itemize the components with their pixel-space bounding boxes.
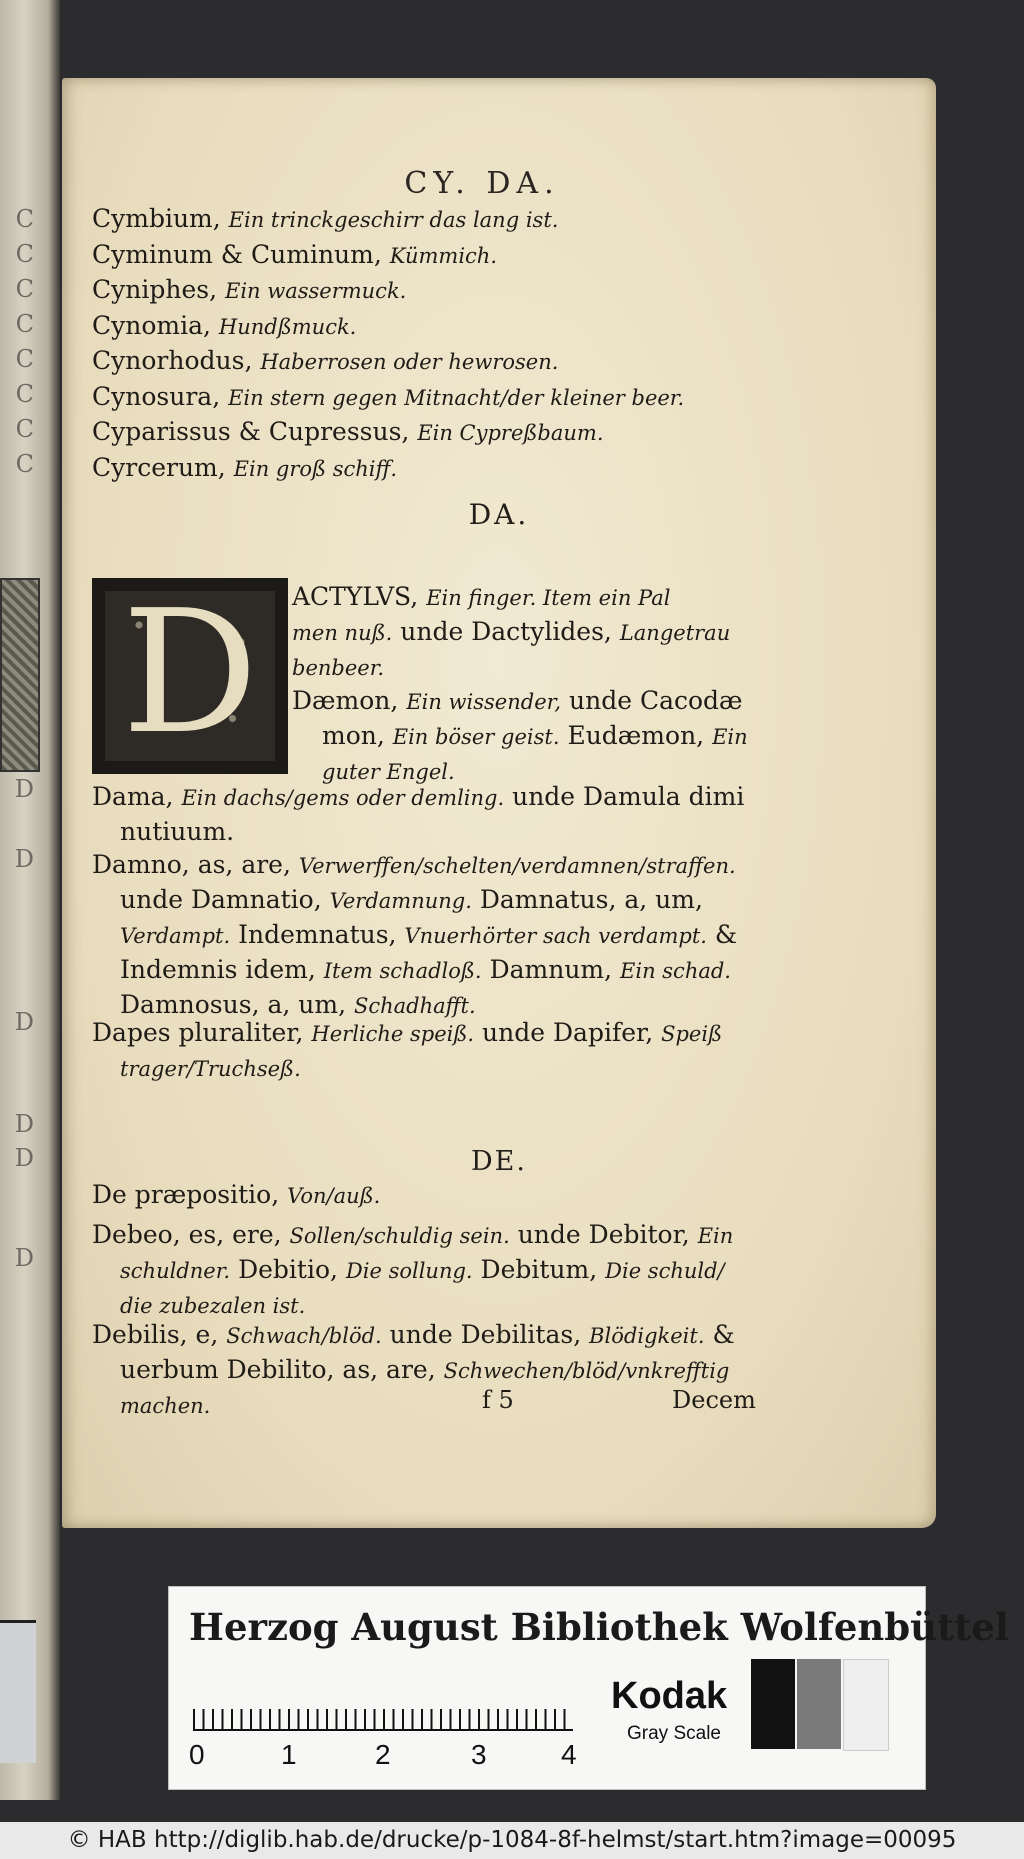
ruler-number: 2 [375,1739,391,1770]
entry-de-praepositio: De præpositio, Von/auß. [92,1180,381,1209]
left-label-fragment [0,1620,36,1763]
left-page-letter: C [15,380,34,408]
left-page-letter: D [14,1110,34,1138]
signature-mark: f 5 [482,1386,514,1414]
list-item: Cyrcerum, Ein groß schiff. [92,452,398,482]
running-title: CY. DA. [404,166,560,201]
left-page-letter: C [15,240,34,268]
left-page-letter: C [15,275,34,303]
entry-dactylus: ACTYLVS, Ein finger. Item ein Pal men nuß. unde Dactylides, Langetrau benbeer. [292,582,731,680]
left-page-letter: D [14,1244,34,1272]
entry-debilis: Debilis, e, Schwach/blöd. unde Debilitas, Blödigkeit. & uerbum Debilito, as, are, Schwechen/blöd/vnkrefftig machen. [92,1320,735,1418]
initial-letter: D [121,574,259,772]
entry-damno: Damno, as, are, Verwerffen/schelten/verdamnen/straffen. unde Damnatio, Verdamnung. Damnatus, a, um, Verdampt. Indemnatus, Vnuerhörter sach verdampt. & Indemnis idem, Item schadloß. Damnum, Ein schad. Damnosus, a, um, Schadhafft. [92,850,738,1019]
ruler-number: 0 [189,1739,205,1770]
section-heading-de: DE. [471,1146,527,1177]
entry-dama: Dama, Ein dachs/gems oder demling. unde Damula dimi nutiuum. [92,782,745,846]
ruler-number: 4 [561,1739,577,1770]
section-heading-da: DA. [468,498,530,531]
entry-dapes: Dapes pluraliter, Herliche speiß. unde Dapifer, Speiß trager/Truchseß. [92,1018,723,1081]
footer-url: © HAB http://diglib.hab.de/drucke/p-1084-8f-helmst/start.htm?image=00095 [0,1822,1024,1859]
ruler-number: 3 [471,1739,487,1770]
list-item: Cynorhodus, Haberrosen oder hewrosen. [92,346,559,375]
list-item: Cyniphes, Ein wassermuck. [92,275,407,304]
library-label [168,1586,1009,1790]
gray-swatch-white [843,1659,889,1751]
kodak-brand: Kodak [611,1675,728,1717]
left-page-letter: D [14,775,34,803]
left-page-letter: C [15,345,34,373]
list-item: Cyminum & Cuminum, Kümmich. [92,239,498,269]
cy-entry-list [92,202,852,486]
ruler-number: 1 [281,1739,297,1770]
left-page-letter: C [15,205,34,233]
entry-daemon: Dæmon, Ein wissender, unde Cacodæ mon, Ein böser geist. Eudæmon, Ein guter Engel. [292,686,748,784]
decorated-initial [92,574,288,774]
gray-swatch-black [751,1659,795,1749]
kodak-subtitle: Gray Scale [627,1723,721,1744]
left-page-letter: C [15,310,34,338]
left-page-letter: D [14,845,34,873]
left-page-letter: C [15,415,34,443]
previous-page-edge [0,0,60,1800]
catchword: Decem [672,1386,756,1414]
left-page-ornament [0,578,40,772]
left-page-letter: D [14,1144,34,1172]
list-item: Cymbium, Ein trinckgeschirr das lang ist. [92,204,559,233]
scale-ruler [193,1685,573,1731]
left-page-letter: D [14,1008,34,1036]
list-item: Cynosura, Ein stern gegen Mitnacht/der kleiner beer. [92,381,685,411]
list-item: Cynomia, Hundßmuck. [92,310,357,340]
left-page-letter: C [15,450,34,478]
list-item: Cyparissus & Cupressus, Ein Cypreßbaum. [92,417,604,446]
book-page [62,78,936,1528]
gray-swatch-mid [797,1659,841,1749]
entry-debeo: Debeo, es, ere, Sollen/schuldig sein. unde Debitor, Ein schuldner. Debitio, Die sollung. Debitum, Die schuld/ die zubezalen ist. [92,1220,734,1318]
library-title: Herzog August Bibliothek Wolfenbüttel [189,1605,1009,1649]
